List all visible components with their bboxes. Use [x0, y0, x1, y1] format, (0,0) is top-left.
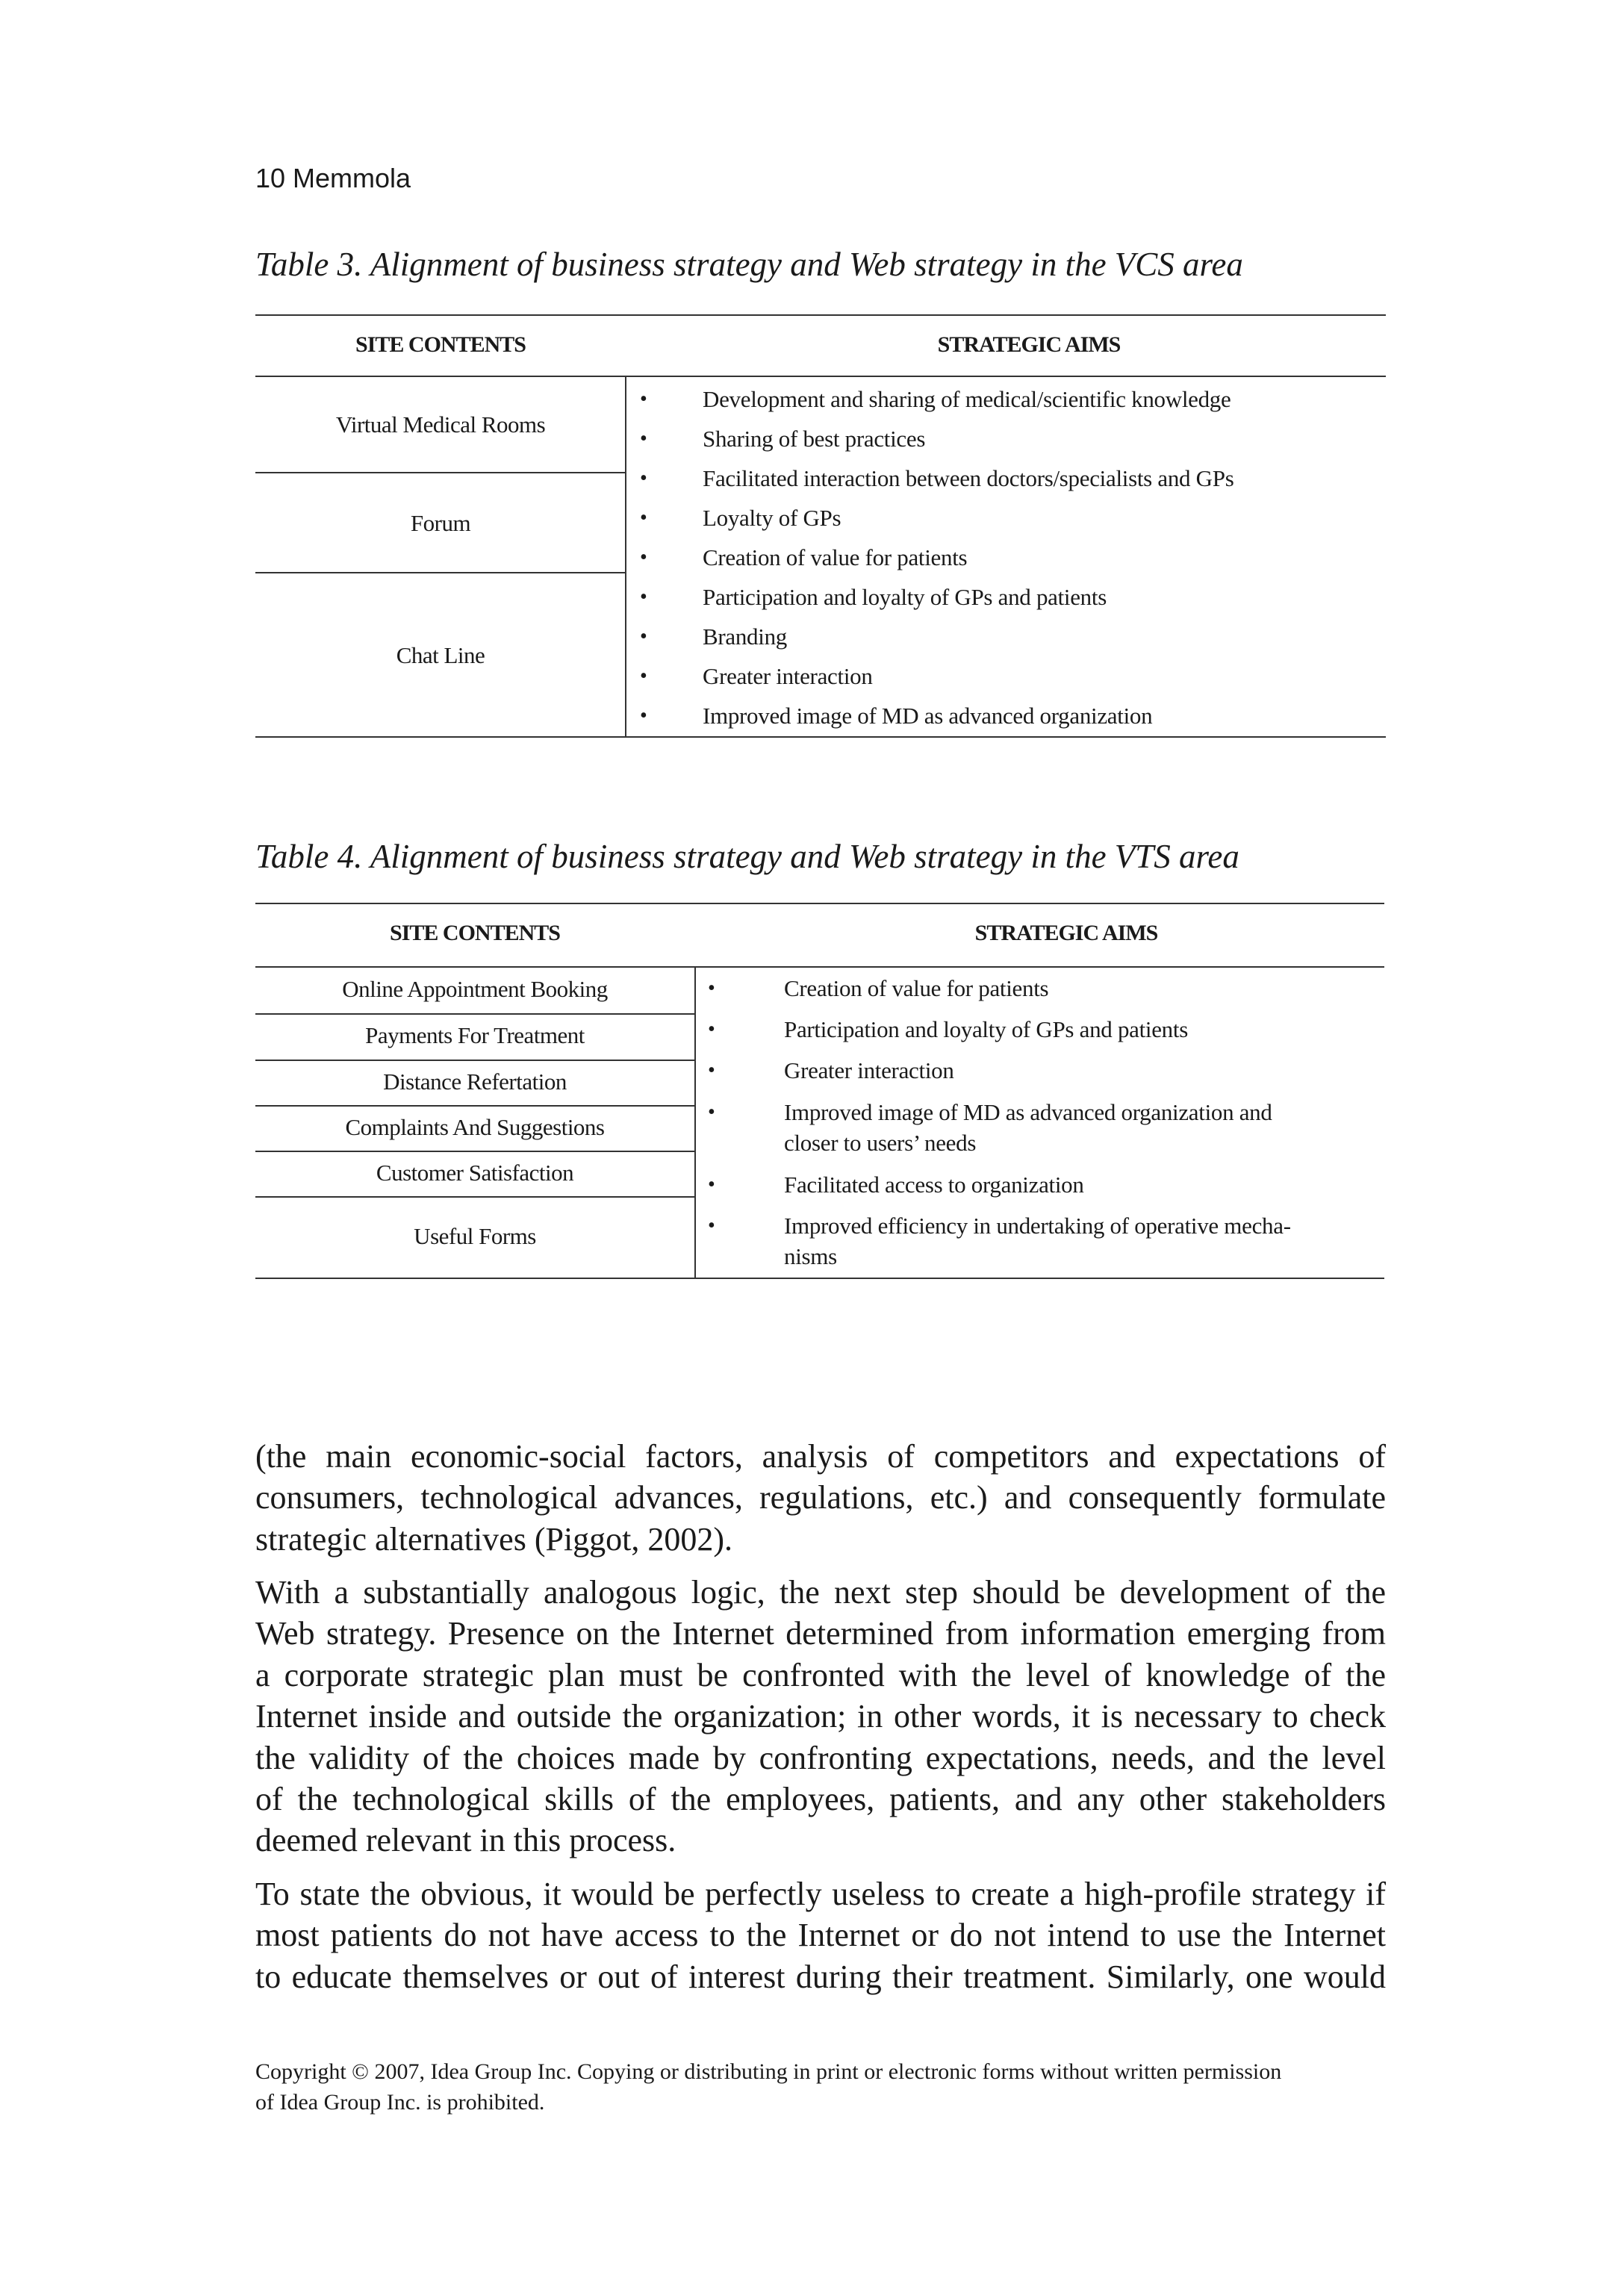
bullet-icon: •	[708, 1173, 715, 1196]
bullet-icon: •	[640, 546, 647, 569]
table3-site-content: Virtual Medical Rooms	[335, 411, 546, 438]
table4-site-content: Complaints And Suggestions	[345, 1114, 605, 1140]
body-line: consumers, technological advances, regulations, etc.) and consequently formulate	[255, 1479, 1386, 1516]
table3-aim: Branding	[703, 623, 787, 650]
table4-row-rule	[255, 1151, 694, 1152]
bullet-icon: •	[640, 388, 647, 411]
table3-site-content: Chat Line	[396, 642, 485, 668]
body-line: With a substantially analogous logic, the next step should be development of the	[255, 1574, 1386, 1611]
table4-site-content: Payments For Treatment	[365, 1022, 585, 1048]
bullet-icon: •	[640, 665, 647, 688]
table3-aim: Facilitated interaction between doctors/specialists and GPs	[703, 465, 1234, 491]
table4-aim: Participation and loyalty of GPs and patients	[784, 1016, 1188, 1042]
table3-aim: Loyalty of GPs	[703, 505, 841, 531]
table3-header-site-contents: SITE CONTENTS	[355, 332, 526, 357]
table4-header-site-contents: SITE CONTENTS	[390, 921, 560, 945]
copyright-line: Copyright © 2007, Idea Group Inc. Copying or distributing in print or electronic forms without written permission	[255, 2059, 1282, 2084]
body-line: a corporate strategic plan must be confronted with the level of knowledge of the	[255, 1656, 1386, 1693]
table3-row-rule	[255, 472, 625, 473]
table3-aim: Greater interaction	[703, 663, 873, 689]
running-head: 10 Memmola	[255, 163, 411, 193]
body-line: deemed relevant in this process.	[255, 1822, 676, 1859]
table3-site-content: Forum	[410, 510, 471, 536]
table3-column-divider	[625, 376, 626, 737]
table4-site-content: Useful Forms	[414, 1223, 536, 1249]
table3-aim: Improved image of MD as advanced organization	[703, 703, 1153, 729]
body-line: Web strategy. Presence on the Internet determined from information emerging from	[255, 1615, 1386, 1652]
table4-site-content: Customer Satisfaction	[376, 1160, 574, 1186]
table3-aim: Participation and loyalty of GPs and patients	[703, 584, 1107, 610]
copyright-line: of Idea Group Inc. is prohibited.	[255, 2090, 545, 2115]
table4-row-rule	[255, 1105, 694, 1107]
table4-aim: Creation of value for patients	[784, 975, 1049, 1001]
table3-header-strategic-aims: STRATEGIC AIMS	[937, 332, 1121, 357]
body-line: the validity of the choices made by confronting expectations, needs, and the level	[255, 1739, 1386, 1776]
bullet-icon: •	[708, 1214, 715, 1237]
table4-caption: Table 4. Alignment of business strategy and Web strategy in the VTS area	[255, 838, 1239, 875]
table4-row-rule	[255, 1196, 694, 1198]
table4-aim: Improved efficiency in undertaking of operative mecha-	[784, 1213, 1291, 1239]
table4-aim: Greater interaction	[784, 1057, 954, 1083]
body-line: strategic alternatives (Piggot, 2002).	[255, 1520, 733, 1558]
bullet-icon: •	[708, 1059, 715, 1082]
bullet-icon: •	[640, 427, 647, 450]
table4-aim: Facilitated access to organization	[784, 1172, 1084, 1198]
table4-header-strategic-aims: STRATEGIC AIMS	[974, 921, 1158, 945]
table4-row-rule	[255, 1013, 694, 1015]
table3-row-rule	[255, 572, 625, 573]
bullet-icon: •	[708, 1101, 715, 1124]
body-line: To state the obvious, it would be perfectly useless to create a high-profile strategy if	[255, 1876, 1386, 1912]
bullet-icon: •	[708, 1018, 715, 1041]
table3-aim: Development and sharing of medical/scientific knowledge	[703, 386, 1231, 412]
bullet-icon: •	[640, 506, 647, 529]
table3-aim: Creation of value for patients	[703, 544, 968, 570]
table3-aim: Sharing of best practices	[703, 426, 926, 452]
body-line: to educate themselves or out of interest during their treatment. Similarly, one would	[255, 1958, 1386, 1995]
table4-aim: closer to users’ needs	[784, 1130, 977, 1156]
table4-site-content: Online Appointment Booking	[342, 976, 608, 1002]
table4-column-divider	[694, 967, 696, 1278]
table4-site-content: Distance Refertation	[383, 1068, 567, 1095]
table4-aim: nisms	[784, 1243, 837, 1269]
table3-caption: Table 3. Alignment of business strategy and Web strategy in the VCS area	[255, 246, 1243, 283]
body-line: of the technological skills of the employees, patients, and any other stakeholders	[255, 1781, 1386, 1817]
table4-header-rule	[255, 966, 1384, 968]
body-line: (the main economic-social factors, analysis of competitors and expectations of	[255, 1438, 1386, 1475]
bullet-icon: •	[640, 467, 647, 490]
table3-bottom-rule	[255, 736, 1386, 738]
table4-bottom-rule	[255, 1278, 1384, 1279]
table3-header-rule	[255, 376, 1386, 377]
body-line: Internet inside and outside the organization; in other words, it is necessary to check	[255, 1698, 1386, 1735]
table3-top-rule	[255, 314, 1386, 316]
table4-top-rule	[255, 903, 1384, 904]
bullet-icon: •	[640, 625, 647, 648]
table4-aim: Improved image of MD as advanced organization and	[784, 1099, 1272, 1125]
bullet-icon: •	[640, 585, 647, 609]
bullet-icon: •	[708, 977, 715, 1000]
body-line: most patients do not have access to the Internet or do not intend to use the Internet	[255, 1917, 1386, 1954]
table4-row-rule	[255, 1060, 694, 1061]
bullet-icon: •	[640, 704, 647, 727]
